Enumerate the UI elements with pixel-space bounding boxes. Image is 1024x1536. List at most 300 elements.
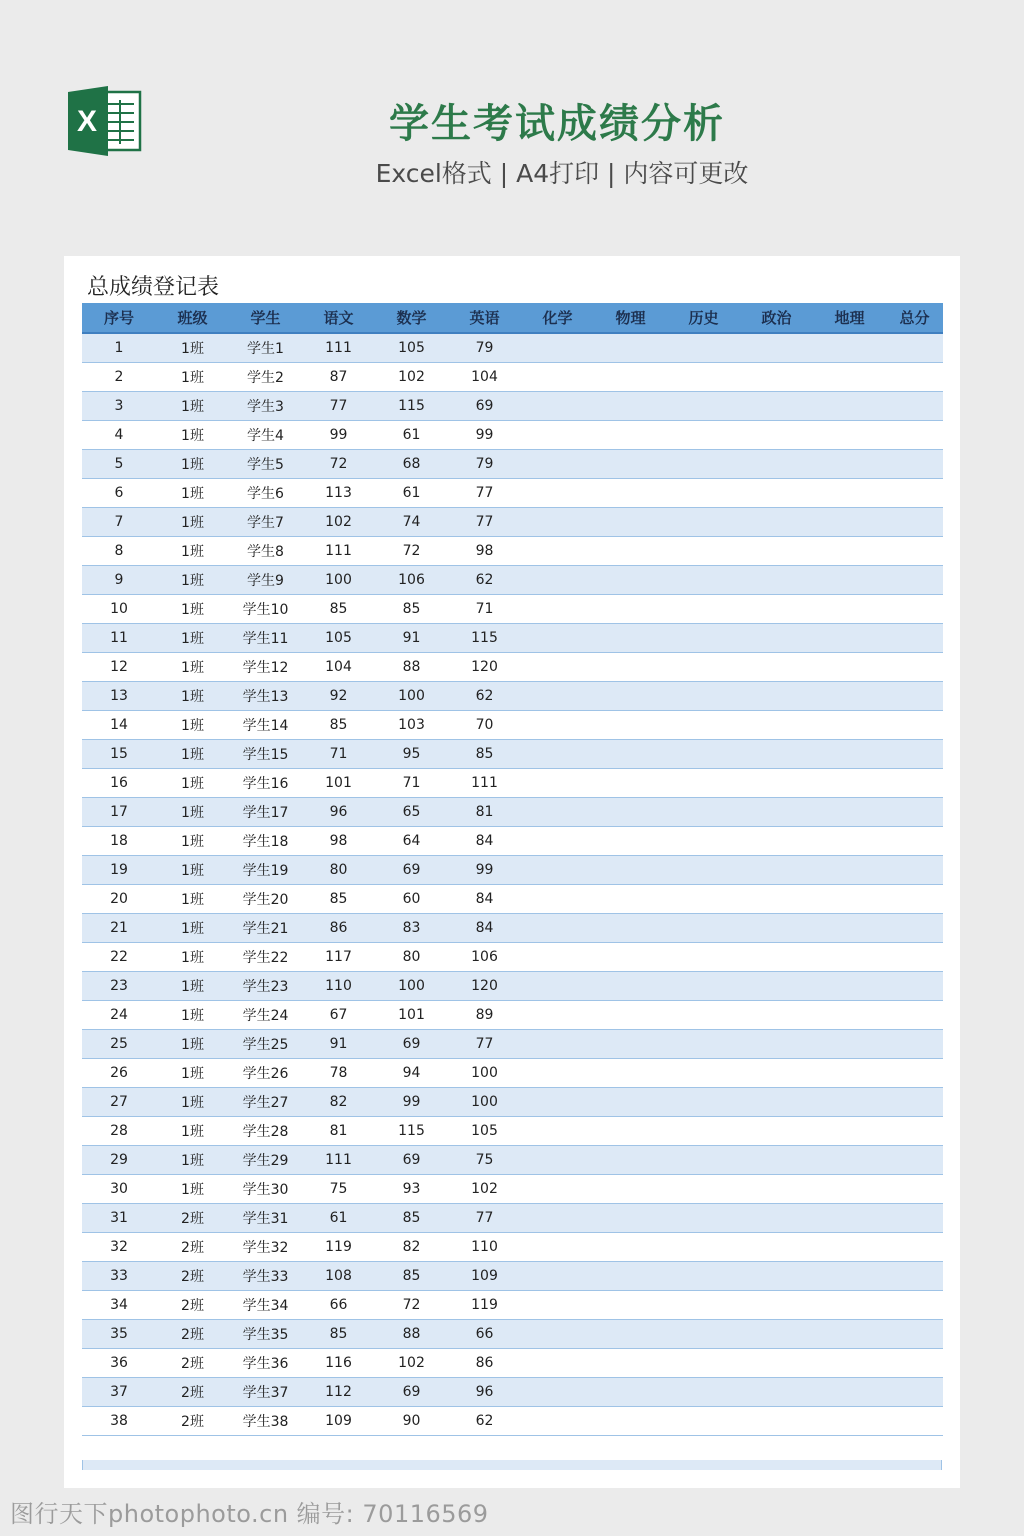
table-cell[interactable] bbox=[521, 885, 594, 914]
table-cell[interactable]: 77 bbox=[448, 1204, 521, 1233]
table-cell[interactable] bbox=[594, 1001, 667, 1030]
table-cell[interactable] bbox=[740, 595, 813, 624]
table-cell[interactable] bbox=[521, 566, 594, 595]
table-cell[interactable]: 28 bbox=[82, 1117, 156, 1146]
table-cell[interactable] bbox=[740, 856, 813, 885]
table-cell[interactable] bbox=[886, 421, 943, 450]
table-cell[interactable]: 100 bbox=[375, 972, 448, 1001]
table-cell[interactable] bbox=[740, 479, 813, 508]
table-cell[interactable]: 108 bbox=[302, 1262, 375, 1291]
table-cell[interactable] bbox=[740, 508, 813, 537]
table-cell[interactable]: 学生14 bbox=[229, 711, 302, 740]
table-cell[interactable] bbox=[521, 363, 594, 392]
table-cell[interactable]: 2班 bbox=[156, 1378, 229, 1407]
table-cell[interactable] bbox=[667, 943, 740, 972]
table-cell[interactable]: 75 bbox=[302, 1175, 375, 1204]
table-cell[interactable] bbox=[667, 856, 740, 885]
table-cell[interactable] bbox=[594, 972, 667, 1001]
table-cell[interactable] bbox=[740, 1030, 813, 1059]
table-cell[interactable] bbox=[740, 1291, 813, 1320]
table-cell[interactable] bbox=[521, 1204, 594, 1233]
table-cell[interactable]: 111 bbox=[302, 537, 375, 566]
table-cell[interactable] bbox=[740, 972, 813, 1001]
table-cell[interactable] bbox=[886, 1175, 943, 1204]
table-cell[interactable] bbox=[521, 1088, 594, 1117]
table-cell[interactable]: 81 bbox=[448, 798, 521, 827]
table-cell[interactable] bbox=[740, 1088, 813, 1117]
table-cell[interactable]: 113 bbox=[302, 479, 375, 508]
table-cell[interactable]: 12 bbox=[82, 653, 156, 682]
table-cell[interactable] bbox=[521, 1320, 594, 1349]
table-cell[interactable]: 87 bbox=[302, 363, 375, 392]
table-cell[interactable]: 82 bbox=[375, 1233, 448, 1262]
table-cell[interactable] bbox=[886, 1349, 943, 1378]
table-cell[interactable] bbox=[813, 450, 886, 479]
table-cell[interactable]: 110 bbox=[448, 1233, 521, 1262]
table-cell[interactable]: 109 bbox=[448, 1262, 521, 1291]
table-cell[interactable] bbox=[886, 537, 943, 566]
table-cell[interactable]: 69 bbox=[375, 1146, 448, 1175]
table-cell[interactable]: 1班 bbox=[156, 392, 229, 421]
column-header[interactable]: 班级 bbox=[156, 303, 229, 333]
table-cell[interactable] bbox=[521, 1349, 594, 1378]
table-cell[interactable]: 99 bbox=[448, 856, 521, 885]
table-cell[interactable]: 学生7 bbox=[229, 508, 302, 537]
table-cell[interactable]: 115 bbox=[448, 624, 521, 653]
table-cell[interactable] bbox=[521, 1030, 594, 1059]
table-cell[interactable] bbox=[594, 479, 667, 508]
table-cell[interactable] bbox=[521, 682, 594, 711]
table-cell[interactable]: 2班 bbox=[156, 1233, 229, 1262]
table-cell[interactable]: 102 bbox=[448, 1175, 521, 1204]
table-cell[interactable]: 34 bbox=[82, 1291, 156, 1320]
table-cell[interactable]: 19 bbox=[82, 856, 156, 885]
table-cell[interactable] bbox=[667, 711, 740, 740]
table-cell[interactable]: 77 bbox=[448, 1030, 521, 1059]
table-cell[interactable]: 2 bbox=[82, 363, 156, 392]
table-cell[interactable]: 学生16 bbox=[229, 769, 302, 798]
table-cell[interactable]: 1班 bbox=[156, 885, 229, 914]
table-cell[interactable] bbox=[594, 769, 667, 798]
table-cell[interactable] bbox=[521, 1117, 594, 1146]
table-cell[interactable]: 77 bbox=[302, 392, 375, 421]
table-cell[interactable]: 32 bbox=[82, 1233, 156, 1262]
table-cell[interactable] bbox=[667, 740, 740, 769]
table-cell[interactable]: 1班 bbox=[156, 943, 229, 972]
table-cell[interactable]: 82 bbox=[302, 1088, 375, 1117]
table-cell[interactable] bbox=[886, 508, 943, 537]
table-cell[interactable]: 学生23 bbox=[229, 972, 302, 1001]
table-cell[interactable] bbox=[813, 392, 886, 421]
table-cell[interactable] bbox=[886, 1233, 943, 1262]
table-cell[interactable]: 学生10 bbox=[229, 595, 302, 624]
table-cell[interactable] bbox=[667, 972, 740, 1001]
table-cell[interactable]: 1班 bbox=[156, 363, 229, 392]
table-cell[interactable] bbox=[886, 1291, 943, 1320]
table-cell[interactable]: 学生33 bbox=[229, 1262, 302, 1291]
table-cell[interactable]: 8 bbox=[82, 537, 156, 566]
table-cell[interactable] bbox=[667, 1204, 740, 1233]
table-cell[interactable] bbox=[886, 827, 943, 856]
table-cell[interactable]: 80 bbox=[375, 943, 448, 972]
table-cell[interactable]: 26 bbox=[82, 1059, 156, 1088]
table-cell[interactable] bbox=[813, 333, 886, 363]
table-cell[interactable]: 1班 bbox=[156, 508, 229, 537]
table-cell[interactable]: 106 bbox=[448, 943, 521, 972]
table-cell[interactable] bbox=[813, 363, 886, 392]
table-cell[interactable]: 74 bbox=[375, 508, 448, 537]
table-cell[interactable]: 学生35 bbox=[229, 1320, 302, 1349]
table-cell[interactable]: 80 bbox=[302, 856, 375, 885]
table-cell[interactable]: 学生17 bbox=[229, 798, 302, 827]
table-cell[interactable] bbox=[740, 798, 813, 827]
table-cell[interactable] bbox=[740, 1175, 813, 1204]
column-header[interactable]: 地理 bbox=[813, 303, 886, 333]
table-cell[interactable] bbox=[667, 333, 740, 363]
table-cell[interactable]: 1班 bbox=[156, 450, 229, 479]
table-cell[interactable] bbox=[667, 479, 740, 508]
table-cell[interactable] bbox=[813, 972, 886, 1001]
table-cell[interactable] bbox=[813, 1146, 886, 1175]
table-cell[interactable]: 62 bbox=[448, 566, 521, 595]
table-cell[interactable]: 71 bbox=[375, 769, 448, 798]
table-cell[interactable]: 1 bbox=[82, 333, 156, 363]
table-cell[interactable] bbox=[886, 856, 943, 885]
table-cell[interactable]: 102 bbox=[375, 363, 448, 392]
table-cell[interactable]: 学生4 bbox=[229, 421, 302, 450]
table-cell[interactable] bbox=[667, 885, 740, 914]
table-cell[interactable] bbox=[886, 1059, 943, 1088]
table-cell[interactable]: 24 bbox=[82, 1001, 156, 1030]
table-cell[interactable]: 101 bbox=[302, 769, 375, 798]
table-cell[interactable]: 2班 bbox=[156, 1407, 229, 1436]
table-cell[interactable]: 104 bbox=[302, 653, 375, 682]
table-cell[interactable] bbox=[521, 392, 594, 421]
table-cell[interactable] bbox=[813, 740, 886, 769]
table-cell[interactable] bbox=[667, 1291, 740, 1320]
table-cell[interactable] bbox=[886, 682, 943, 711]
table-cell[interactable]: 92 bbox=[302, 682, 375, 711]
table-cell[interactable]: 3 bbox=[82, 392, 156, 421]
table-cell[interactable]: 69 bbox=[375, 856, 448, 885]
table-cell[interactable] bbox=[740, 914, 813, 943]
table-cell[interactable] bbox=[521, 421, 594, 450]
table-cell[interactable]: 学生19 bbox=[229, 856, 302, 885]
table-cell[interactable] bbox=[740, 1001, 813, 1030]
table-cell[interactable] bbox=[521, 333, 594, 363]
table-cell[interactable]: 83 bbox=[375, 914, 448, 943]
table-cell[interactable] bbox=[886, 740, 943, 769]
table-cell[interactable] bbox=[667, 508, 740, 537]
table-cell[interactable] bbox=[813, 827, 886, 856]
table-cell[interactable]: 100 bbox=[448, 1059, 521, 1088]
table-cell[interactable] bbox=[667, 1030, 740, 1059]
table-cell[interactable] bbox=[813, 1233, 886, 1262]
table-cell[interactable] bbox=[594, 1407, 667, 1436]
table-cell[interactable] bbox=[594, 595, 667, 624]
table-cell[interactable] bbox=[740, 566, 813, 595]
table-cell[interactable] bbox=[521, 1291, 594, 1320]
table-cell[interactable] bbox=[667, 624, 740, 653]
table-cell[interactable] bbox=[594, 1291, 667, 1320]
table-cell[interactable] bbox=[740, 624, 813, 653]
table-cell[interactable] bbox=[740, 450, 813, 479]
table-cell[interactable]: 学生32 bbox=[229, 1233, 302, 1262]
table-cell[interactable] bbox=[813, 1175, 886, 1204]
table-cell[interactable] bbox=[667, 537, 740, 566]
table-cell[interactable]: 66 bbox=[448, 1320, 521, 1349]
table-cell[interactable] bbox=[813, 1320, 886, 1349]
table-cell[interactable]: 68 bbox=[375, 450, 448, 479]
table-cell[interactable] bbox=[594, 508, 667, 537]
table-cell[interactable]: 103 bbox=[375, 711, 448, 740]
table-cell[interactable] bbox=[813, 1262, 886, 1291]
table-cell[interactable] bbox=[740, 740, 813, 769]
table-cell[interactable] bbox=[521, 798, 594, 827]
table-cell[interactable] bbox=[740, 943, 813, 972]
table-cell[interactable]: 学生27 bbox=[229, 1088, 302, 1117]
table-cell[interactable] bbox=[813, 479, 886, 508]
table-cell[interactable]: 66 bbox=[302, 1291, 375, 1320]
table-cell[interactable]: 101 bbox=[375, 1001, 448, 1030]
table-cell[interactable] bbox=[740, 1262, 813, 1291]
table-cell[interactable] bbox=[594, 740, 667, 769]
table-cell[interactable] bbox=[886, 1030, 943, 1059]
table-cell[interactable]: 1班 bbox=[156, 1059, 229, 1088]
table-cell[interactable]: 1班 bbox=[156, 624, 229, 653]
table-cell[interactable]: 100 bbox=[375, 682, 448, 711]
table-cell[interactable] bbox=[740, 421, 813, 450]
table-cell[interactable]: 85 bbox=[302, 885, 375, 914]
table-cell[interactable]: 22 bbox=[82, 943, 156, 972]
table-cell[interactable] bbox=[813, 769, 886, 798]
table-cell[interactable] bbox=[813, 914, 886, 943]
table-cell[interactable]: 91 bbox=[302, 1030, 375, 1059]
table-cell[interactable]: 91 bbox=[375, 624, 448, 653]
table-cell[interactable]: 1班 bbox=[156, 1030, 229, 1059]
table-cell[interactable] bbox=[667, 1146, 740, 1175]
table-cell[interactable]: 72 bbox=[375, 537, 448, 566]
table-cell[interactable]: 25 bbox=[82, 1030, 156, 1059]
table-cell[interactable] bbox=[813, 1030, 886, 1059]
table-cell[interactable] bbox=[594, 1349, 667, 1378]
table-cell[interactable] bbox=[667, 450, 740, 479]
table-cell[interactable] bbox=[813, 1291, 886, 1320]
table-cell[interactable] bbox=[521, 479, 594, 508]
table-cell[interactable]: 16 bbox=[82, 769, 156, 798]
table-cell[interactable] bbox=[521, 1146, 594, 1175]
table-cell[interactable] bbox=[667, 653, 740, 682]
table-cell[interactable]: 1班 bbox=[156, 798, 229, 827]
table-cell[interactable] bbox=[594, 914, 667, 943]
table-cell[interactable]: 2班 bbox=[156, 1349, 229, 1378]
table-cell[interactable]: 4 bbox=[82, 421, 156, 450]
table-cell[interactable]: 学生2 bbox=[229, 363, 302, 392]
table-cell[interactable]: 20 bbox=[82, 885, 156, 914]
table-cell[interactable]: 115 bbox=[375, 392, 448, 421]
table-cell[interactable]: 84 bbox=[448, 827, 521, 856]
table-cell[interactable]: 70 bbox=[448, 711, 521, 740]
table-cell[interactable]: 学生36 bbox=[229, 1349, 302, 1378]
table-cell[interactable]: 61 bbox=[375, 421, 448, 450]
table-cell[interactable]: 学生6 bbox=[229, 479, 302, 508]
table-cell[interactable]: 1班 bbox=[156, 653, 229, 682]
table-cell[interactable]: 学生12 bbox=[229, 653, 302, 682]
table-cell[interactable] bbox=[667, 1059, 740, 1088]
table-cell[interactable]: 学生3 bbox=[229, 392, 302, 421]
table-cell[interactable] bbox=[886, 653, 943, 682]
table-cell[interactable]: 105 bbox=[375, 333, 448, 363]
column-header[interactable]: 化学 bbox=[521, 303, 594, 333]
table-cell[interactable]: 1班 bbox=[156, 711, 229, 740]
column-header[interactable]: 历史 bbox=[667, 303, 740, 333]
table-cell[interactable] bbox=[813, 595, 886, 624]
table-cell[interactable] bbox=[594, 943, 667, 972]
table-cell[interactable] bbox=[740, 711, 813, 740]
table-cell[interactable]: 72 bbox=[302, 450, 375, 479]
table-cell[interactable]: 学生21 bbox=[229, 914, 302, 943]
table-cell[interactable] bbox=[813, 1088, 886, 1117]
table-cell[interactable] bbox=[521, 595, 594, 624]
table-cell[interactable]: 14 bbox=[82, 711, 156, 740]
table-cell[interactable] bbox=[594, 1030, 667, 1059]
table-cell[interactable] bbox=[740, 653, 813, 682]
table-cell[interactable]: 31 bbox=[82, 1204, 156, 1233]
table-cell[interactable] bbox=[521, 1175, 594, 1204]
table-cell[interactable]: 88 bbox=[375, 653, 448, 682]
table-cell[interactable] bbox=[521, 1378, 594, 1407]
table-cell[interactable]: 1班 bbox=[156, 769, 229, 798]
table-cell[interactable] bbox=[886, 333, 943, 363]
table-cell[interactable]: 学生37 bbox=[229, 1378, 302, 1407]
table-cell[interactable] bbox=[521, 769, 594, 798]
table-cell[interactable] bbox=[667, 1233, 740, 1262]
table-cell[interactable]: 学生20 bbox=[229, 885, 302, 914]
table-cell[interactable]: 学生22 bbox=[229, 943, 302, 972]
table-cell[interactable] bbox=[667, 363, 740, 392]
table-cell[interactable]: 1班 bbox=[156, 479, 229, 508]
table-cell[interactable] bbox=[740, 682, 813, 711]
table-cell[interactable] bbox=[813, 624, 886, 653]
table-cell[interactable]: 1班 bbox=[156, 566, 229, 595]
table-cell[interactable] bbox=[886, 624, 943, 653]
table-cell[interactable] bbox=[886, 914, 943, 943]
table-cell[interactable]: 学生15 bbox=[229, 740, 302, 769]
table-cell[interactable]: 112 bbox=[302, 1378, 375, 1407]
table-cell[interactable] bbox=[594, 827, 667, 856]
table-cell[interactable]: 120 bbox=[448, 653, 521, 682]
table-cell[interactable] bbox=[813, 856, 886, 885]
table-cell[interactable]: 学生26 bbox=[229, 1059, 302, 1088]
table-cell[interactable]: 6 bbox=[82, 479, 156, 508]
table-cell[interactable] bbox=[594, 421, 667, 450]
table-cell[interactable] bbox=[886, 450, 943, 479]
table-cell[interactable]: 1班 bbox=[156, 914, 229, 943]
table-cell[interactable]: 30 bbox=[82, 1175, 156, 1204]
table-cell[interactable] bbox=[886, 769, 943, 798]
table-cell[interactable]: 61 bbox=[375, 479, 448, 508]
table-cell[interactable]: 85 bbox=[302, 595, 375, 624]
table-cell[interactable] bbox=[813, 1059, 886, 1088]
table-cell[interactable]: 61 bbox=[302, 1204, 375, 1233]
table-cell[interactable] bbox=[667, 1378, 740, 1407]
table-cell[interactable] bbox=[740, 1378, 813, 1407]
table-cell[interactable] bbox=[813, 885, 886, 914]
table-cell[interactable] bbox=[667, 1262, 740, 1291]
table-cell[interactable]: 2班 bbox=[156, 1320, 229, 1349]
table-cell[interactable]: 86 bbox=[448, 1349, 521, 1378]
table-cell[interactable] bbox=[521, 624, 594, 653]
table-cell[interactable]: 学生13 bbox=[229, 682, 302, 711]
table-cell[interactable] bbox=[667, 1088, 740, 1117]
table-cell[interactable]: 9 bbox=[82, 566, 156, 595]
table-cell[interactable]: 37 bbox=[82, 1378, 156, 1407]
table-cell[interactable]: 77 bbox=[448, 508, 521, 537]
table-cell[interactable] bbox=[886, 363, 943, 392]
table-cell[interactable]: 17 bbox=[82, 798, 156, 827]
table-cell[interactable] bbox=[886, 885, 943, 914]
table-cell[interactable]: 69 bbox=[448, 392, 521, 421]
table-cell[interactable] bbox=[521, 1059, 594, 1088]
table-cell[interactable]: 99 bbox=[448, 421, 521, 450]
table-cell[interactable]: 109 bbox=[302, 1407, 375, 1436]
table-cell[interactable]: 学生8 bbox=[229, 537, 302, 566]
table-cell[interactable] bbox=[813, 537, 886, 566]
table-cell[interactable]: 100 bbox=[302, 566, 375, 595]
table-cell[interactable] bbox=[594, 798, 667, 827]
table-cell[interactable] bbox=[886, 711, 943, 740]
table-cell[interactable]: 1班 bbox=[156, 740, 229, 769]
column-header[interactable]: 物理 bbox=[594, 303, 667, 333]
table-cell[interactable] bbox=[594, 1146, 667, 1175]
table-cell[interactable]: 60 bbox=[375, 885, 448, 914]
table-cell[interactable] bbox=[594, 1204, 667, 1233]
table-cell[interactable] bbox=[740, 1233, 813, 1262]
table-cell[interactable]: 23 bbox=[82, 972, 156, 1001]
table-cell[interactable]: 102 bbox=[375, 1349, 448, 1378]
table-cell[interactable] bbox=[521, 1001, 594, 1030]
table-cell[interactable]: 35 bbox=[82, 1320, 156, 1349]
table-cell[interactable] bbox=[886, 1204, 943, 1233]
table-cell[interactable] bbox=[886, 798, 943, 827]
table-cell[interactable] bbox=[813, 1378, 886, 1407]
table-cell[interactable]: 62 bbox=[448, 682, 521, 711]
table-cell[interactable] bbox=[521, 740, 594, 769]
table-cell[interactable]: 学生29 bbox=[229, 1146, 302, 1175]
table-cell[interactable] bbox=[813, 1204, 886, 1233]
table-cell[interactable]: 106 bbox=[375, 566, 448, 595]
table-cell[interactable] bbox=[813, 1349, 886, 1378]
table-cell[interactable]: 72 bbox=[375, 1291, 448, 1320]
table-cell[interactable]: 119 bbox=[448, 1291, 521, 1320]
table-cell[interactable] bbox=[594, 653, 667, 682]
table-cell[interactable] bbox=[594, 566, 667, 595]
table-cell[interactable]: 1班 bbox=[156, 856, 229, 885]
table-cell[interactable] bbox=[886, 972, 943, 1001]
table-cell[interactable]: 81 bbox=[302, 1117, 375, 1146]
table-cell[interactable]: 71 bbox=[302, 740, 375, 769]
table-cell[interactable]: 1班 bbox=[156, 1088, 229, 1117]
table-cell[interactable] bbox=[813, 711, 886, 740]
table-cell[interactable]: 学生30 bbox=[229, 1175, 302, 1204]
table-cell[interactable] bbox=[813, 798, 886, 827]
table-cell[interactable] bbox=[886, 1117, 943, 1146]
table-cell[interactable] bbox=[740, 537, 813, 566]
table-cell[interactable] bbox=[740, 1407, 813, 1436]
table-cell[interactable] bbox=[886, 595, 943, 624]
table-cell[interactable] bbox=[740, 1117, 813, 1146]
table-cell[interactable]: 79 bbox=[448, 333, 521, 363]
